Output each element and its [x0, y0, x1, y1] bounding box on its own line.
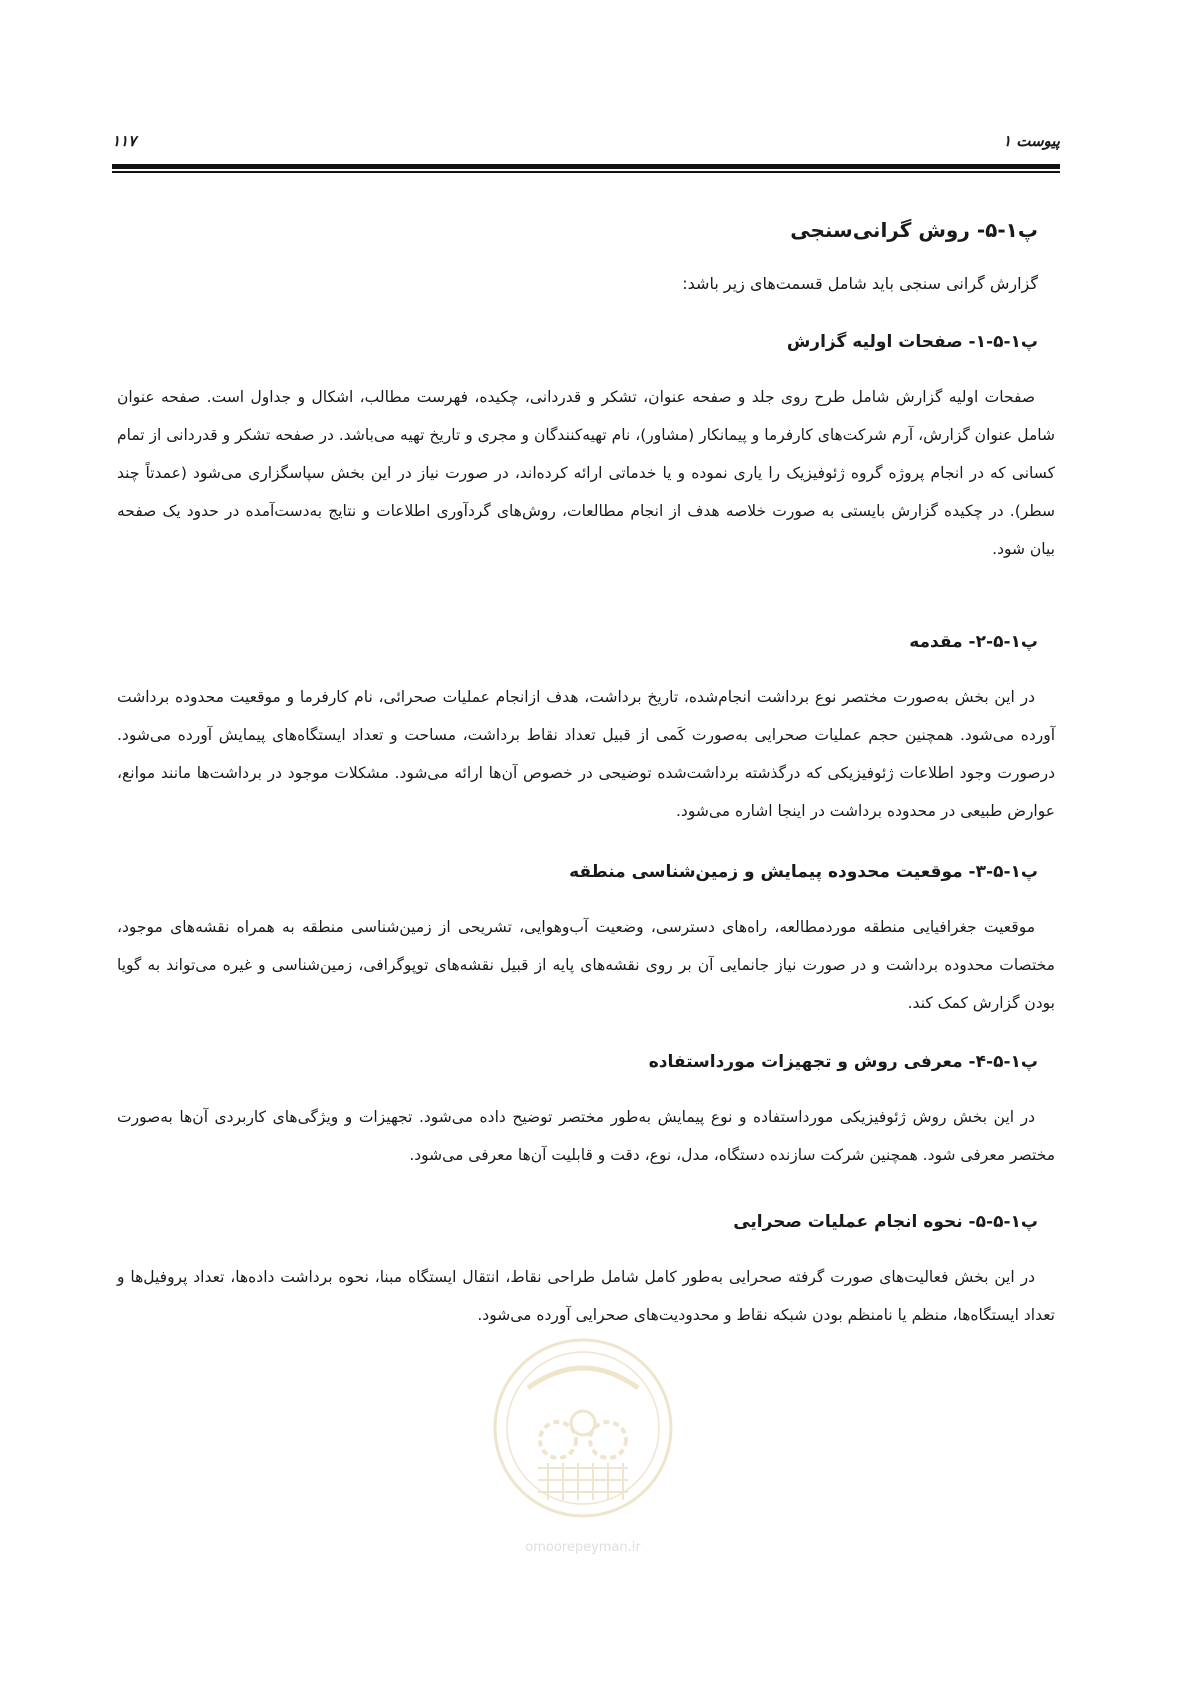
subsection-2 — [117, 628, 1055, 858]
subsection-heading: پ۱-۵-۵- نحوه انجام عملیات صحرایی — [733, 1212, 1038, 1232]
page-content — [117, 218, 1055, 1368]
page-header — [112, 128, 1060, 158]
header-rule-thick — [112, 164, 1060, 169]
subsection-body: در این بخش به‌صورت مختصر نوع برداشت انجام‌شده، تاریخ برداشت، هدف ازانجام عملیات صحرائی، نام کارفرما و موقعیت محدوده برداشت آورده می‌شود. همچنین حجم عملیات صحرایی به‌صورت کَمی از قبیل تعداد نقاط برداشت، مساحت و تعداد ایستگاه‌های پیمایش آورده می‌شود. درصورت وجود اطلاعات ژئوفیزیکی که درگذشته برداشت‌شده توضیحی در خصوص آن‌ها ارائه می‌شود. مشکلات موجود در برداشت‌ها مانند موانع، عوارض طبیعی در محدوده برداشت در اینجا اشاره می‌شود. — [117, 688, 1055, 820]
subsection-3 — [117, 858, 1055, 1048]
subsection-heading: پ۱-۵-۱- صفحات اولیه گزارش — [786, 332, 1038, 352]
running-title: پیوست ۱ — [1002, 132, 1060, 150]
subsection-4 — [117, 1048, 1055, 1208]
section-heading: پ۱-۵- روش گرانی‌سنجی — [790, 218, 1038, 242]
header-rule-thin — [112, 171, 1060, 173]
subsection-heading: پ۱-۵-۳- موقعیت محدوده پیمایش و زمین‌شناسی منطقه — [569, 862, 1038, 882]
subsection-body: صفحات اولیه گزارش شامل طرح روی جلد و صفحه عنوان، تشکر و قدردانی، چکیده، فهرست مطالب، اشکال و جداول است. صفحه عنوان شامل عنوان گزارش، آرم شرکت‌های کارفرما و پیمانکار (مشاور)، نام تهیه‌کنندگان و مجری و تاریخ تهیه می‌باشد. در صفحه تشکر و قدردانی از تمام کسانی که در انجام پروژه گروه ژئوفیزیک را یاری نموده و یا خدماتی ارائه کرده‌اند، در صورت نیاز در این بخش سپاسگزاری می‌شود (عمدتاً چند سطر). در چکیده گزارش بایستی به صورت خلاصه هدف از انجام مطالعات، روش‌های گردآوری اطلاعات و نتایج به‌دست‌آمده در حدود یک صفحه بیان شود. — [117, 388, 1055, 558]
subsection-heading: پ۱-۵-۴- معرفی روش و تجهیزات مورداستفاده — [648, 1052, 1038, 1072]
subsection-1 — [117, 328, 1055, 628]
subsection-body: موقعیت جغرافیایی منطقه موردمطالعه، راه‌های دسترسی، وضعیت آب‌وهوایی، تشریحی از زمین‌شناسی منطقه به همراه نقشه‌های موجود، مختصات محدوده برداشت و در صورت نیاز جانمایی آن بر روی نقشه‌های پایه از قبیل نقشه‌های توپوگرافی، زمین‌شناسی و غیره می‌تواند به گویا بودن گزارش کمک کند. — [117, 918, 1055, 1012]
subsection-heading: پ۱-۵-۲- مقدمه — [909, 632, 1038, 652]
watermark-logo — [488, 1328, 678, 1555]
seal-icon — [488, 1328, 678, 1538]
subsection-body: در این بخش روش ژئوفیزیکی مورداستفاده و نوع پیمایش به‌طور مختصر توضیح داده می‌شود. تجهیزات و ویژگی‌های کاربردی آن‌ها به‌صورت مختصر معرفی شود. همچنین شرکت سازنده دستگاه، مدل، نوع، دقت و قابلیت آن‌ها معرفی می‌شود. — [117, 1108, 1055, 1164]
section-intro: گزارش گرانی سنجی باید شامل قسمت‌های زیر باشد: — [682, 274, 1038, 293]
watermark-text: omoorepeyman.ir — [525, 1540, 641, 1555]
page-number: ۱۱۷ — [112, 132, 137, 150]
subsection-body: در این بخش فعالیت‌های صورت گرفته صحرایی به‌طور کامل شامل طراحی نقاط، انتقال ایستگاه مبنا، نحوه برداشت داده‌ها، تعداد پروفیل‌ها و تعداد ایستگاه‌ها، منظم یا نامنظم بودن شبکه نقاط و محدودیت‌های صحرایی آورده می‌شود. — [117, 1268, 1055, 1324]
